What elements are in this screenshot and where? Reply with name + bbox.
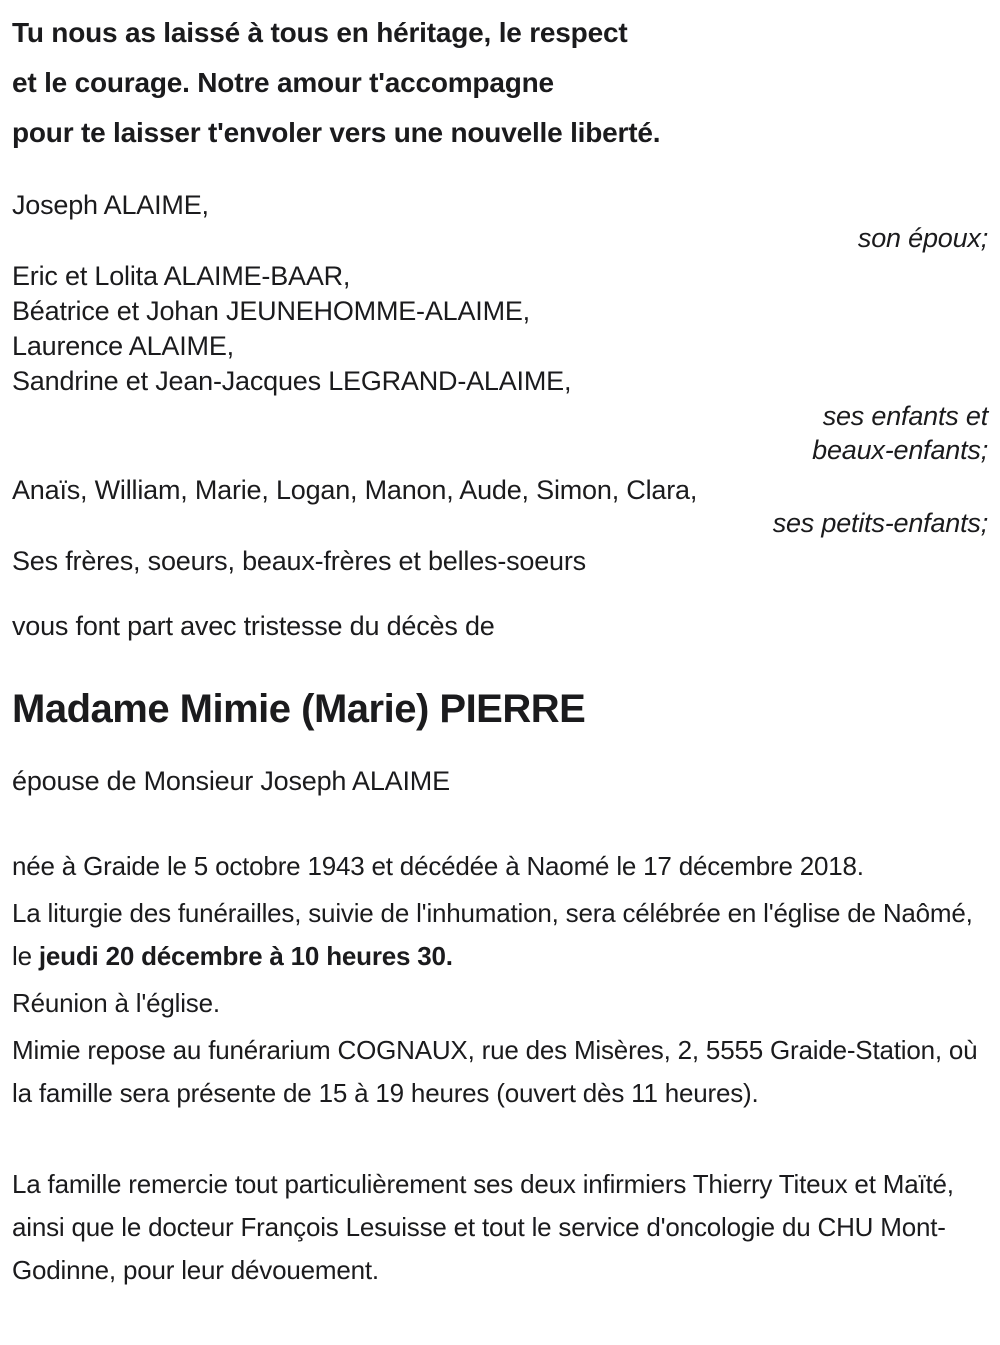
deceased-spouse-line: épouse de Monsieur Joseph ALAIME [12,766,450,796]
mourner-child: Sandrine et Jean-Jacques LEGRAND-ALAIME, [12,366,572,396]
meeting-line: Réunion à l'église. [12,988,220,1018]
epigraph-line: Tu nous as laissé à tous en héritage, le respect [12,17,628,48]
mourner-siblings: Ses frères, soeurs, beaux-frères et belles-soeurs [12,546,586,576]
mourner-child: Béatrice et Johan JEUNEHOMME-ALAIME, [12,296,530,326]
announcement-intro: vous font part avec tristesse du décès de [12,611,495,641]
ceremony-datetime: jeudi 20 décembre à 10 heures 30. [38,941,453,971]
epigraph-line: pour te laisser t'envoler vers une nouvelle liberté. [12,117,661,148]
mourner-spouse: Joseph ALAIME, [12,190,209,220]
relation-grandchildren: ses petits-enfants; [772,508,988,538]
birth-death-line: née à Graide le 5 octobre 1943 et décédée à Naomé le 17 décembre 2018. [12,851,864,881]
mourner-grandchildren: Anaïs, William, Marie, Logan, Manon, Aude, Simon, Clara, [12,475,698,505]
relation-spouse: son époux; [857,223,988,253]
epigraph [12,8,988,158]
ceremony-paragraph [12,892,988,978]
mourner-child: Eric et Lolita ALAIME-BAAR, [12,261,351,291]
relation-children-line: ses enfants et [822,401,988,431]
epigraph-line: et le courage. Notre amour t'accompagne [12,67,554,98]
repose-paragraph: Mimie repose au funérarium COGNAUX, rue des Misères, 2, 5555 Graide-Station, où la famille sera présente de 15 à 19 heures (ouvert dès 11 heures). [12,1035,978,1108]
mourner-child: Laurence ALAIME, [12,331,234,361]
funeral-details [12,845,988,1292]
thanks-paragraph: La famille remercie tout particulièrement ses deux infirmiers Thierry Titeux et Maïté, ainsi que le docteur François Lesuisse et tout le service d'oncologie du CHU Mont-Godinne, pour leur dévouement. [12,1169,954,1285]
mourners-list [12,188,988,579]
relation-children-line: beaux-enfants; [812,435,988,465]
deceased-name-heading: Madame Mimie (Marie) PIERRE [12,687,586,731]
ceremony-text: La liturgie des funérailles, suivie de l'inhumation, sera célébrée en l'église de Naômé, le [12,898,973,971]
